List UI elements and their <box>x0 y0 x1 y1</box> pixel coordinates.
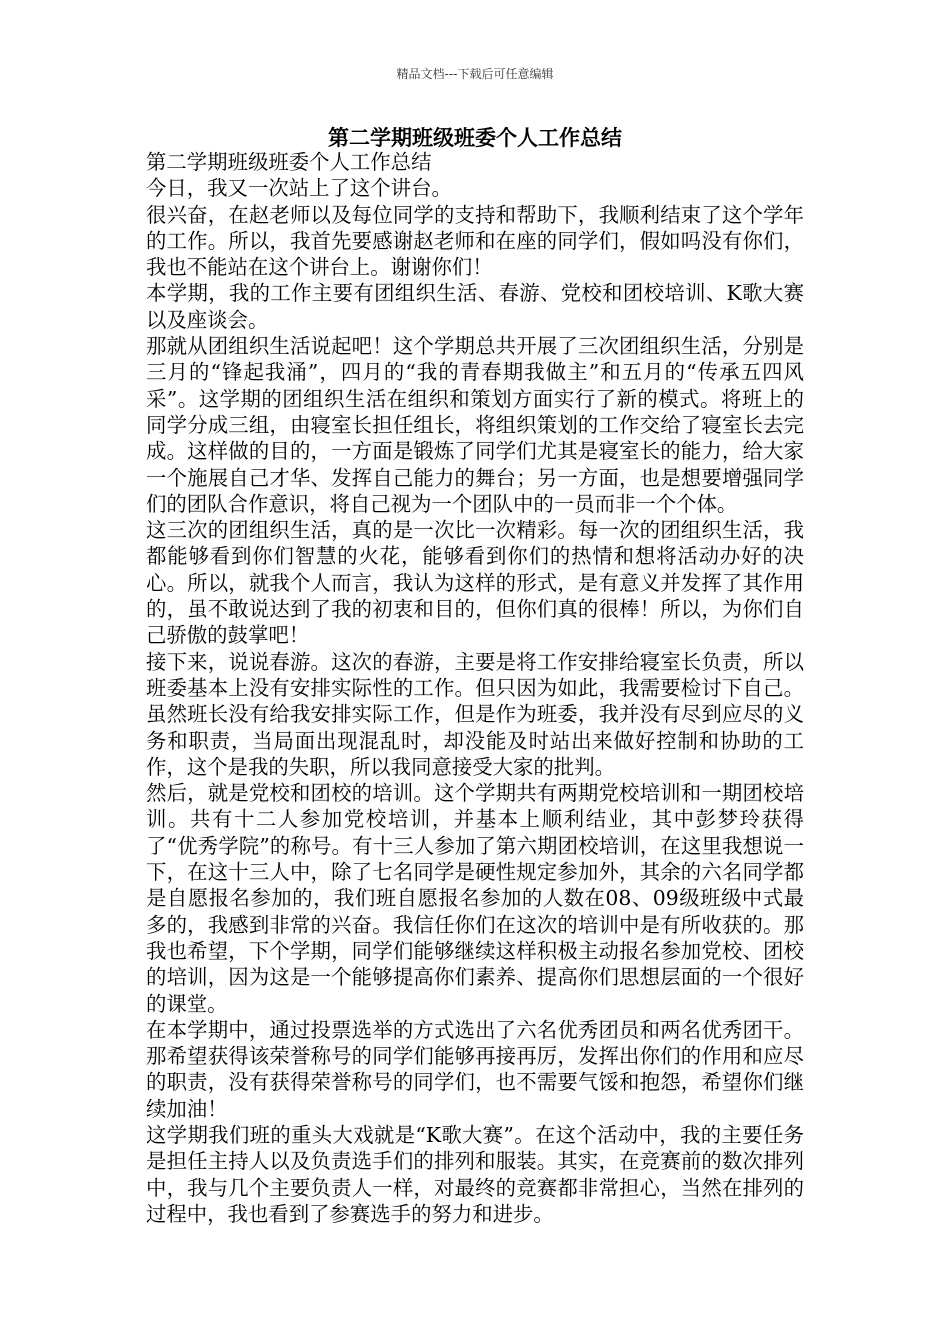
paragraph: 第二学期班级班委个人工作总结 <box>146 150 432 174</box>
paragraph: 本学期，我的工作主要有团组织生活、春游、党校和团校培训、K歌大赛以及座谈会。 <box>146 281 804 332</box>
document-title: 第二学期班级班委个人工作总结 <box>328 125 622 150</box>
paragraph: 今日，我又一次站上了这个讲台。 <box>146 176 452 201</box>
paragraph: 那就从团组织生活说起吧！这个学期总共开展了三次团组织生活，分别是三月的“锋起我涌”，四月的“我的青春期我做主”和五月的“传承五四风采”。这学期的团组织生活在组织和策划方面实行了新的模式。将班上的同学分成三组，由寝室长担任组长，将组织策划的工作交给了寝室长去完成。这样做的目的，一方面是锻炼了同学们尤其是寝室长的能力，给大家一个施展自己才华、发挥自己能力的舞台；另一方面，也是想要增强同学们的团队合作意识，将自己视为一个团队中的一员而非一个个体。 <box>146 334 804 516</box>
paragraph: 在本学期中，通过投票选举的方式选出了六名优秀团员和两名优秀团干。那希望获得该荣誉称号的同学们能够再接再厉，发挥出你们的作用和应尽的职责，没有获得荣誉称号的同学们，也不需要气馁和抱怨，希望你们继续加油！ <box>146 1017 804 1121</box>
document-body <box>146 149 804 1227</box>
page-header: 精品文档---下载后可任意编辑 <box>396 67 554 81</box>
paragraph: 然后，就是党校和团校的培训。这个学期共有两期党校培训和一期团校培训。共有十二人参加党校培训，并基本上顺利结业，其中彭梦玲获得了“优秀学院”的称号。有十三人参加了第六期团校培训，在这里我想说一下，在这十三人中，除了七名同学是硬性规定参加外，其余的六名同学都是自愿报名参加的，我们班自愿报名参加的人数在08、09级班级中式最多的，我感到非常的兴奋。我信任你们在这次的培训中是有所收获的。那我也希望，下个学期，同学们能够继续这样积极主动报名参加党校、团校的培训，因为这是一个能够提高你们素养、提高你们思想层面的一个很好的课堂。 <box>146 781 804 1016</box>
paragraph: 很兴奋，在赵老师以及每位同学的支持和帮助下，我顺利结束了这个学年的工作。所以，我首先要感谢赵老师和在座的同学们，假如吗没有你们，我也不能站在这个讲台上。谢谢你们！ <box>146 202 804 280</box>
paragraph: 接下来，说说春游。这次的春游，主要是将工作安排给寝室长负责，所以班委基本上没有安排实际性的工作。但只因为如此，我需要检讨下自己。虽然班长没有给我安排实际工作，但是作为班委，我并没有尽到应尽的义务和职责，当局面出现混乱时，却没能及时站出来做好控制和协助的工作，这个是我的失职，所以我同意接受大家的批判。 <box>146 649 804 779</box>
paragraph: 这三次的团组织生活，真的是一次比一次精彩。每一次的团组织生活，我都能够看到你们智慧的火花，能够看到你们的热情和想将活动办好的决心。所以，就我个人而言，我认为这样的形式，是有意义并发挥了其作用的，虽不敢说达到了我的初衷和目的，但你们真的很棒！所以，为你们自己骄傲的鼓掌吧！ <box>146 518 804 648</box>
paragraph: 这学期我们班的重头大戏就是“K歌大赛”。在这个活动中，我的主要任务是担任主持人以及负责选手们的排列和服装。其实，在竞赛前的数次排列中，我与几个主要负责人一样，对最终的竞赛都非常担心，当然在排列的过程中，我也看到了参赛选手的努力和进步。 <box>146 1122 804 1226</box>
